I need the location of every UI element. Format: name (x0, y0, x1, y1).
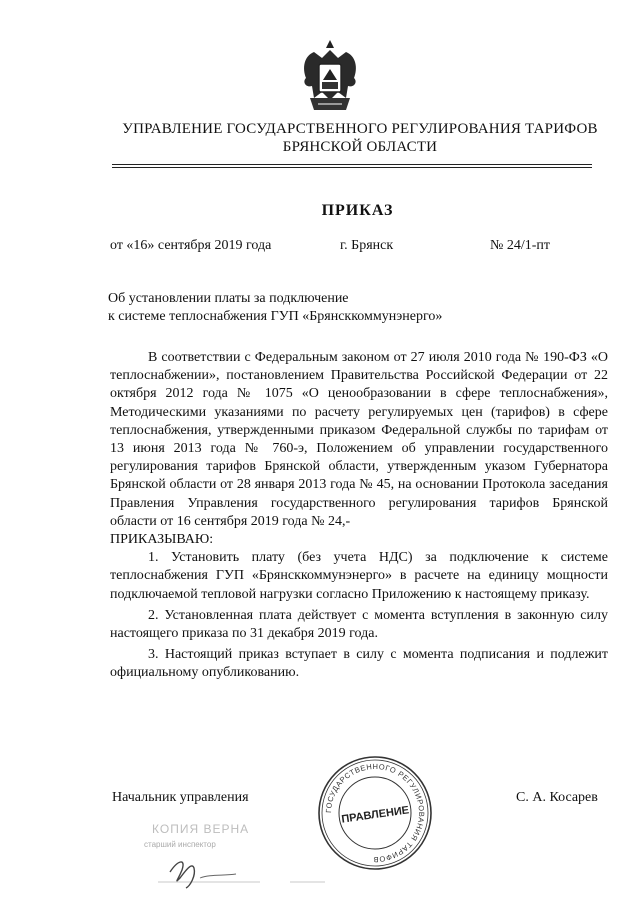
signatory-position: Начальник управления (112, 790, 249, 805)
copy-stamp-line2: старший инспектор (144, 840, 216, 849)
svg-text:ГОСУДАРСТВЕННОГО РЕГУЛИРОВАНИЯ: ГОСУДАРСТВЕННОГО РЕГУЛИРОВАНИЯ ТАРИФОВ (323, 761, 427, 865)
header-rule (112, 164, 592, 165)
order-item-3: 3. Настоящий приказ вступает в силу с момента подписания и подлежит официальному опубликованию. (110, 647, 608, 681)
document-title: ПРИКАЗ (321, 202, 394, 219)
handwritten-signature-icon (140, 848, 330, 892)
order-place: г. Брянск (340, 238, 394, 253)
signatory-name: С. А. Косарев (516, 790, 598, 805)
org-name-line2: БРЯНСКОЙ ОБЛАСТИ (282, 139, 438, 155)
order-word: ПРИКАЗЫВАЮ: (110, 532, 214, 548)
preamble-paragraph: В соответствии с Федеральным законом от 27 июля 2010 года № 190-ФЗ «О теплоснабжении», постановлением Правительства Российской Федерации от 22 октября 2012 года № 1075 «О ценообразовании в сфере теплоснабжения», Методическими указаниями по расчету регулируемых цен (тарифов) в сфере теплоснабжения, утвержденными приказом Федеральной службы по тарифам от 13 июня 2013 года № 760-э, Положением об управлении государственного регулирования тарифов Брянской области, утвержденным указом Губернатора Брянской области от 28 января 2013 года № 45, на основании Протокола заседания Правления Управления государственного регулирования тарифов Брянской области от 16 сентября 2019 года № 24,- (110, 350, 608, 529)
order-item-1: 1. Установить плату (без учета НДС) за подключение к системе теплоснабжения ГУП «Брянсккоммунэнерго» в расчете на единицу мощности подключаемой тепловой нагрузки согласно Приложению к настоящему приказу. (110, 550, 608, 602)
document-body (110, 349, 608, 683)
order-date: от «16» сентября 2019 года (110, 238, 272, 253)
header-rule-thin (112, 167, 592, 168)
org-name-line1: УПРАВЛЕНИЕ ГОСУДАРСТВЕННОГО РЕГУЛИРОВАНИЯ ТАРИФОВ (122, 121, 598, 137)
svg-text:ПРАВЛЕНИЕ: ПРАВЛЕНИЕ (340, 804, 410, 826)
round-seal-stamp (316, 754, 434, 872)
order-item-2: 2. Установленная плата действует с момента вступления в законную силу настоящего приказа по 31 декабря 2019 года. (110, 607, 608, 642)
coat-of-arms-icon (300, 38, 360, 116)
subject-line1: Об установлении платы за подключение (108, 291, 349, 306)
copy-stamp-line1: КОПИЯ ВЕРНА (152, 822, 250, 836)
order-number: № 24/1-пт (490, 238, 551, 253)
subject-line2: к системе теплоснабжения ГУП «Брянсккоммунэнерго» (108, 309, 443, 324)
copy-certified-stamp (140, 822, 330, 892)
